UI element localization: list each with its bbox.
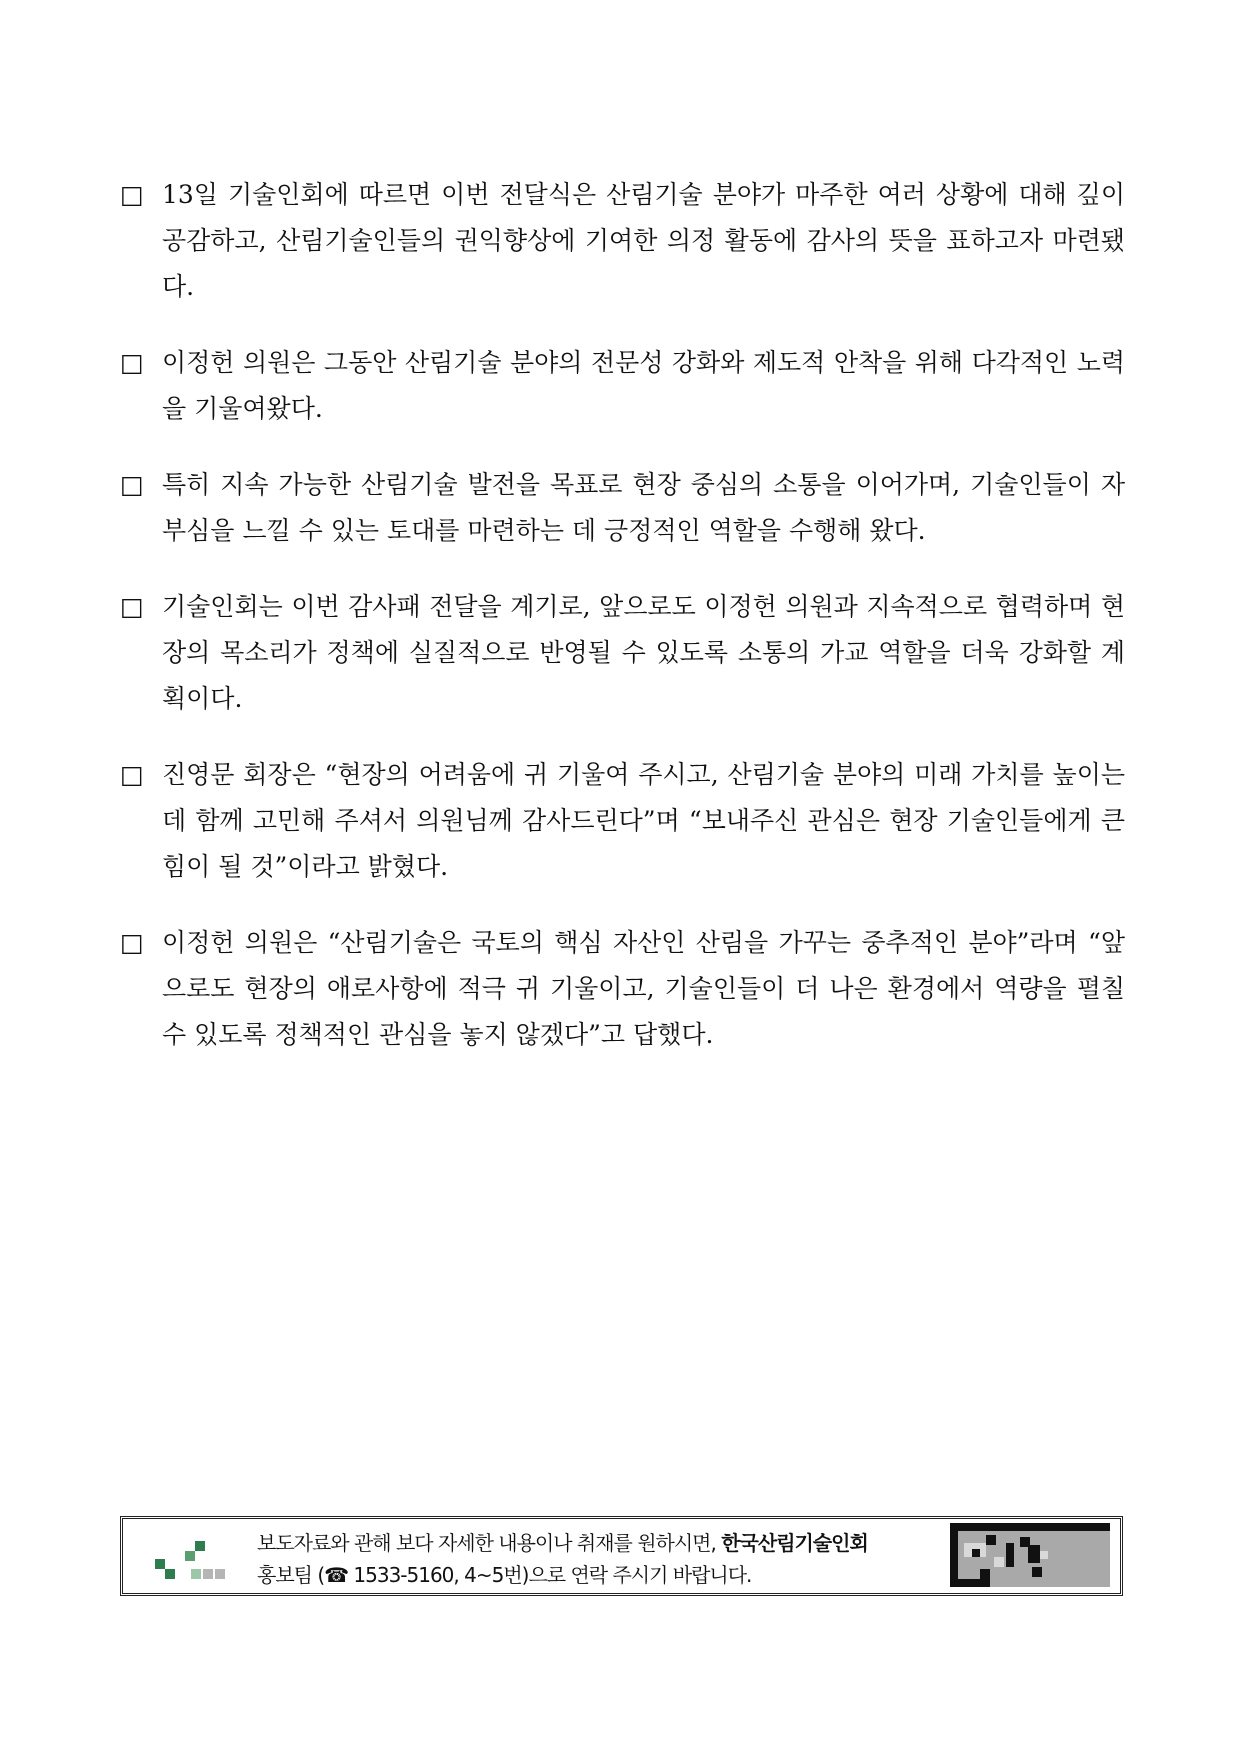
qr-block	[972, 1549, 980, 1557]
paragraph-3	[120, 462, 1125, 554]
qr-block	[980, 1569, 990, 1579]
paragraph-1	[120, 172, 1125, 310]
logo-square	[191, 1569, 201, 1579]
paragraph-4	[120, 584, 1125, 722]
contact-line-2: 홍보팀 (☎ 1533-5160, 4~5번)으로 연락 주시기 바랍니다.	[257, 1563, 752, 1587]
checkbox-bullet-icon: □	[120, 760, 144, 789]
qr-block	[1032, 1567, 1042, 1577]
qr-block	[950, 1523, 1110, 1531]
checkbox-bullet-icon: □	[120, 592, 144, 621]
logo-square	[215, 1569, 225, 1579]
paragraph-text: 13일 기술인회에 따르면 이번 전달식은 산림기술 분야가 마주한 여러 상황에 대해 깊이 공감하고, 산림기술인들의 권익향상에 기여한 의정 활동에 감사의 뜻을 표하고자 마련됐다.	[162, 180, 1125, 301]
contact-line-1	[257, 1527, 868, 1559]
qr-block	[950, 1579, 990, 1587]
paragraph-text: 특히 지속 가능한 산림기술 발전을 목표로 현장 중심의 소통을 이어가며, 기술인들이 자부심을 느낄 수 있는 토대를 마련하는 데 긍정적인 역할을 수행해 왔다.	[162, 470, 1125, 545]
checkbox-bullet-icon: □	[120, 928, 144, 957]
contact-line-1-prefix: 보도자료와 관해 보다 자세한 내용이나 취재를 원하시면,	[257, 1531, 722, 1555]
paragraph-text: 기술인회는 이번 감사패 전달을 계기로, 앞으로도 이정헌 의원과 지속적으로 협력하며 현장의 목소리가 정책에 실질적으로 반영될 수 있도록 소통의 가교 역할을 더욱 강화할 계획이다.	[162, 592, 1125, 713]
logo-square	[185, 1551, 195, 1561]
organization-name: 한국산림기술인회	[721, 1531, 868, 1555]
press-release-body	[120, 172, 1125, 1088]
logo-square	[203, 1569, 213, 1579]
qr-block	[994, 1557, 1004, 1567]
paragraph-text: 이정헌 의원은 그동안 산림기술 분야의 전문성 강화와 제도적 안착을 위해 다각적인 노력을 기울여왔다.	[162, 348, 1125, 423]
checkbox-bullet-icon: □	[120, 470, 144, 499]
qr-block	[1028, 1545, 1040, 1563]
logo-square	[165, 1569, 175, 1579]
organization-logo-icon	[153, 1533, 243, 1583]
qr-block	[1006, 1543, 1014, 1567]
paragraph-6	[120, 920, 1125, 1058]
logo-square	[155, 1559, 165, 1569]
contact-text	[257, 1527, 868, 1591]
paragraph-text: 이정헌 의원은 “산림기술은 국토의 핵심 자산인 산림을 가꾸는 중추적인 분야”라며 “앞으로도 현장의 애로사항에 적극 귀 기울이고, 기술인들이 더 나은 환경에서 역량을 펼칠 수 있도록 정책적인 관심을 놓지 않겠다”고 답했다.	[162, 928, 1125, 1049]
qr-block	[1040, 1551, 1048, 1559]
qr-block	[986, 1535, 996, 1545]
qr-code-icon	[950, 1523, 1110, 1587]
contact-box	[120, 1516, 1123, 1596]
qr-block	[950, 1523, 958, 1587]
logo-square	[195, 1541, 205, 1551]
checkbox-bullet-icon: □	[120, 348, 144, 377]
paragraph-text: 진영문 회장은 “현장의 어려움에 귀 기울여 주시고, 산림기술 분야의 미래 가치를 높이는 데 함께 고민해 주셔서 의원님께 감사드린다”며 “보내주신 관심은 현장 기술인들에게 큰 힘이 될 것”이라고 밝혔다.	[162, 760, 1125, 881]
paragraph-5	[120, 752, 1125, 890]
paragraph-2	[120, 340, 1125, 432]
checkbox-bullet-icon: □	[120, 180, 144, 209]
